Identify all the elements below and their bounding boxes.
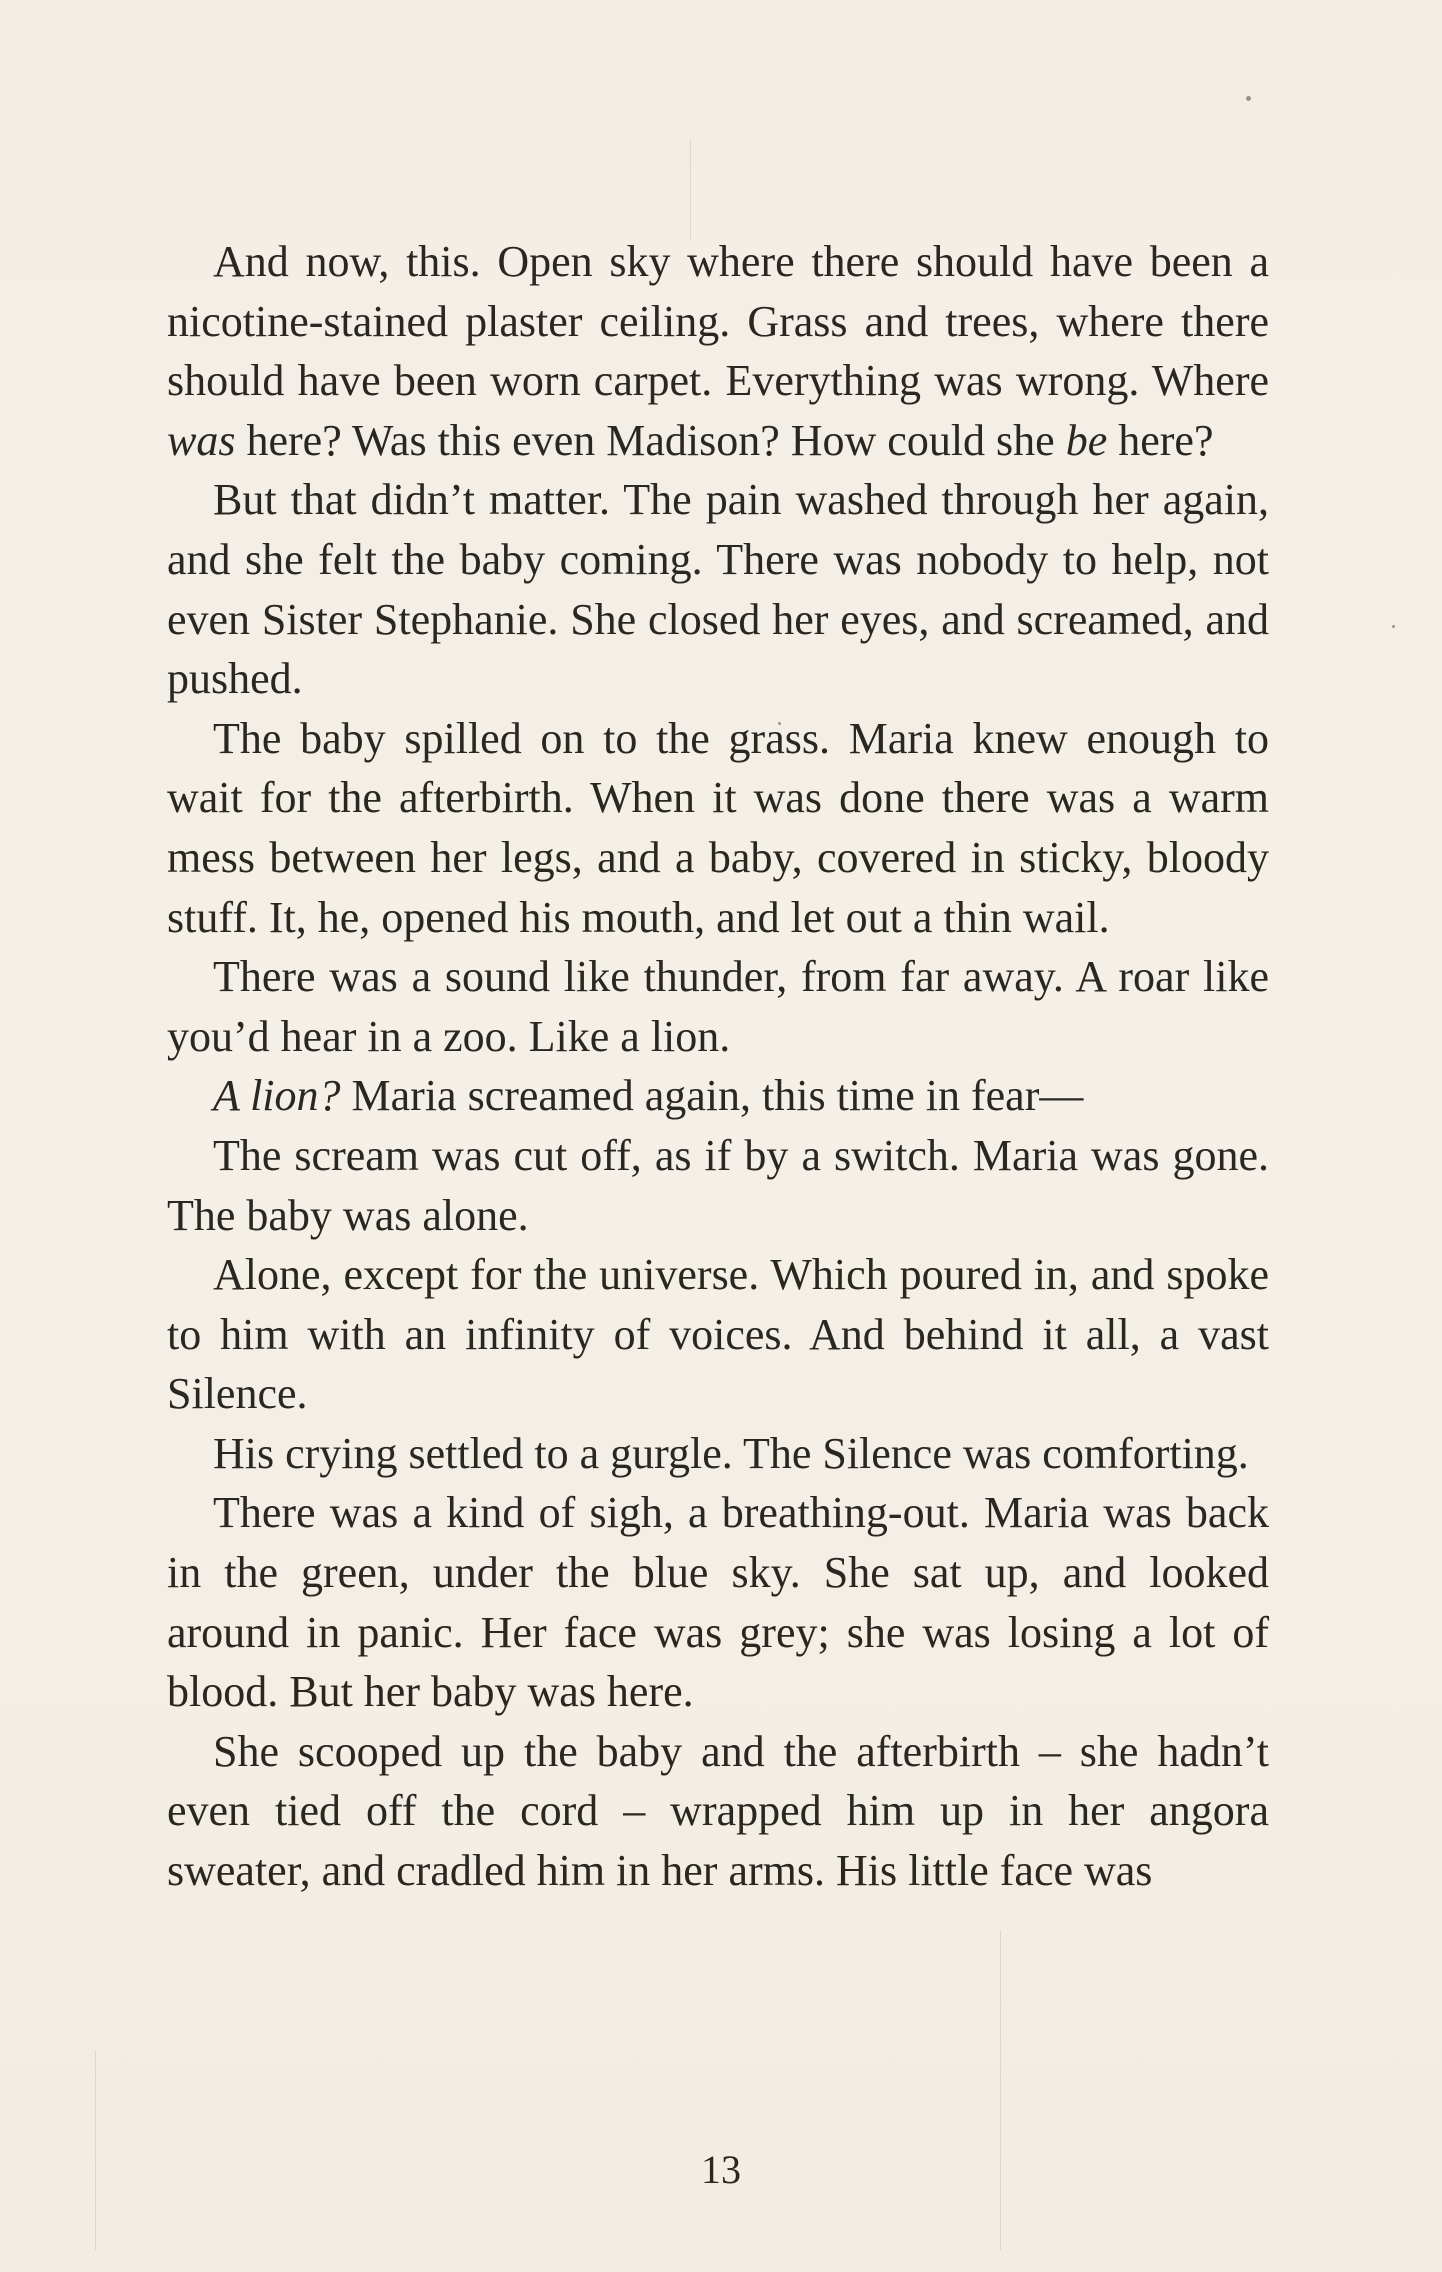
- paragraph: [167, 1722, 1269, 1901]
- text-run: His crying settled to a gurgle. The Silence was comforting.: [213, 1428, 1249, 1478]
- paragraph: [167, 470, 1269, 708]
- text-run: And now, this. Open sky where there should have been a nicotine-stained plaster ceiling. Grass and trees, where there should have been worn carpet. Everything was wrong. Where: [167, 237, 1269, 406]
- italic-text: be: [1065, 415, 1108, 465]
- paper-crease: [1000, 1930, 1001, 2250]
- paper-speck: [1246, 96, 1251, 101]
- text-run: The baby spilled on to the grass. Maria knew enough to wait for the afterbirth. When it was done there was a warm mess between her legs, and a baby, covered in sticky, bloody stuff. It, he, opened his mouth, and let out a thin wail.: [167, 713, 1269, 942]
- text-run: There was a sound like thunder, from far away. A roar like you’d hear in a zoo. Like a lion.: [167, 952, 1269, 1061]
- paper-speck: [1392, 625, 1395, 628]
- paragraph: [167, 1245, 1269, 1424]
- paragraph: [167, 232, 1269, 470]
- paragraph: [167, 1424, 1269, 1484]
- italic-text: A lion?: [213, 1071, 341, 1121]
- paragraph: [167, 1066, 1269, 1126]
- paragraph: [167, 1126, 1269, 1245]
- text-run: She scooped up the baby and the afterbirth – she hadn’t even tied off the cord – wrapped him up in her angora sweater, and cradled him in her arms. His little face was: [167, 1726, 1269, 1896]
- paragraph: [167, 1483, 1269, 1721]
- text-run: There was a kind of sigh, a breathing-out. Maria was back in the green, under the blue sky. She sat up, and looked around in panic. Her face was grey; she was losing a lot of blood. But her baby was here.: [167, 1488, 1269, 1717]
- paragraph: [167, 947, 1269, 1066]
- text-run: The scream was cut off, as if by a switch. Maria was gone. The baby was alone.: [167, 1130, 1269, 1240]
- text-run: here? Was this even Madison? How could she: [235, 415, 1066, 465]
- italic-text: was: [167, 415, 236, 465]
- paper-crease: [690, 140, 691, 240]
- text-run: But that didn’t matter. The pain washed through her again, and she felt the baby coming. There was nobody to help, not even Sister Stephanie. She closed her eyes, and screamed, and pushed.: [167, 475, 1269, 704]
- page-number: 13: [701, 2147, 741, 2192]
- text-run: Maria screamed again, this time in fear—: [340, 1071, 1084, 1121]
- text-run: Alone, except for the universe. Which poured in, and spoke to him with an infinity of voices. And behind it all, a vast Silence.: [167, 1250, 1269, 1419]
- body-text: [167, 232, 1269, 1901]
- paragraph: [167, 709, 1269, 947]
- text-run: here?: [1107, 415, 1214, 465]
